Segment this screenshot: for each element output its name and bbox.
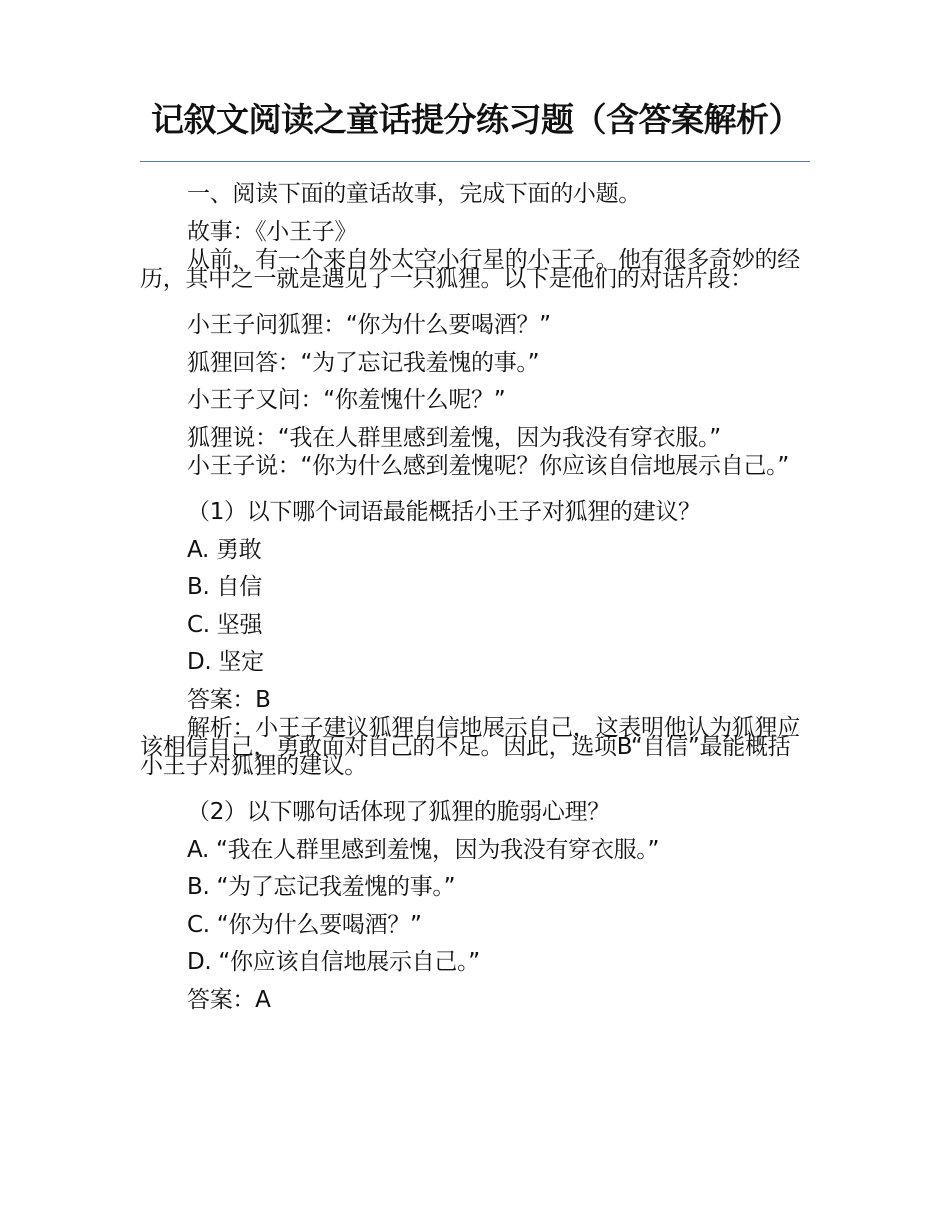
option-c: C. “你为什么要喝酒？” bbox=[187, 911, 422, 938]
question-1: （1）以下哪个词语最能概括小王子对狐狸的建议？ bbox=[187, 499, 701, 525]
option-a: A. 勇敢 bbox=[187, 536, 262, 563]
answer-1: 答案：B bbox=[187, 686, 271, 713]
question-2: （2）以下哪句话体现了狐狸的脆弱心理？ bbox=[187, 799, 610, 825]
dialogue-line: 狐狸回答：“为了忘记我羞愧的事。” bbox=[187, 349, 540, 376]
option-a: A. “我在人群里感到羞愧，因为我没有穿衣服。” bbox=[187, 836, 660, 863]
option-b: B. “为了忘记我羞愧的事。” bbox=[187, 874, 456, 900]
dialogue-line: 狐狸说：“我在人群里感到羞愧，因为我没有穿衣服。” bbox=[187, 424, 721, 451]
explanation-1: 解析：小王子建议狐狸自信地展示自己，这表明他认为狐狸应该相信自己，勇敢面对自己的不足。因此，选项B“自信”最能概括小王子对狐狸的建议。 bbox=[140, 715, 800, 779]
option-c: C. 坚强 bbox=[187, 611, 263, 638]
option-b: B. 自信 bbox=[187, 574, 262, 600]
dialogue-line: 小王子说：“你为什么感到羞愧呢？你应该自信地展示自己。” bbox=[187, 453, 789, 479]
answer-2: 答案：A bbox=[187, 986, 271, 1013]
document-body bbox=[140, 176, 810, 1019]
option-d: D. “你应该自信地展示自己。” bbox=[187, 949, 480, 975]
dialogue-line: 小王子又问：“你羞愧什么呢？” bbox=[187, 387, 506, 413]
title-underline bbox=[140, 161, 810, 162]
story-title: 故事：《小王子》 bbox=[187, 218, 358, 245]
story-intro: 从前，有一个来自外太空小行星的小王子。他有很多奇妙的经历，其中之一就是遇见了一只狐狸。以下是他们的对话片段： bbox=[140, 247, 800, 292]
document-title: 记叙文阅读之童话提分练习题（含答案解析） bbox=[151, 100, 801, 139]
dialogue-line: 小王子问狐狸：“你为什么要喝酒？” bbox=[187, 312, 551, 338]
section-heading: 一、阅读下面的童话故事，完成下面的小题。 bbox=[187, 181, 642, 207]
option-d: D. 坚定 bbox=[187, 649, 264, 675]
